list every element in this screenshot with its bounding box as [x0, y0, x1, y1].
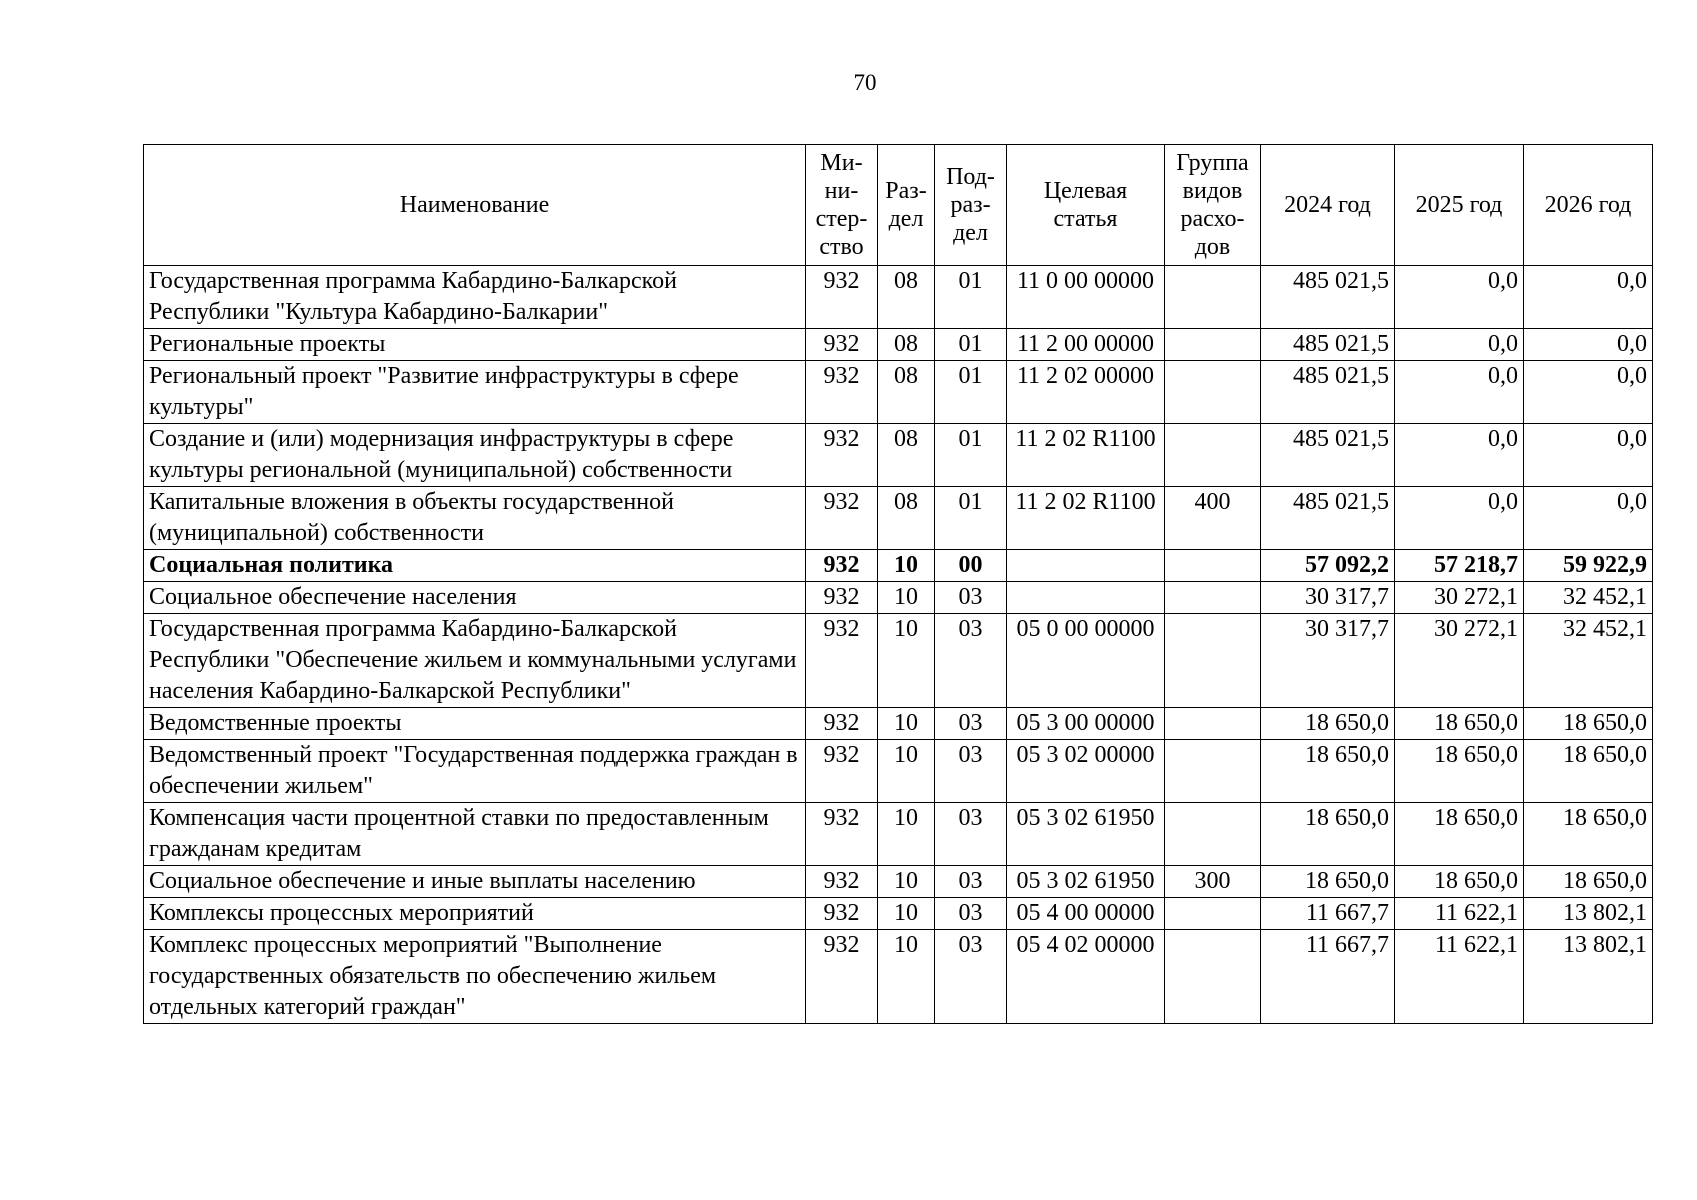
cell-name: Ведомственные проекты	[144, 708, 806, 740]
table-row	[144, 550, 1653, 582]
cell-ministry: 932	[806, 866, 878, 898]
cell-section: 10	[878, 930, 935, 1024]
table-row	[144, 329, 1653, 361]
table-row	[144, 266, 1653, 329]
cell-amount-2026: 0,0	[1524, 329, 1653, 361]
table-row	[144, 424, 1653, 487]
cell-amount-2026: 32 452,1	[1524, 582, 1653, 614]
cell-amount-2024: 11 667,7	[1261, 898, 1395, 930]
cell-target-article: 05 3 02 61950	[1007, 866, 1165, 898]
header-expense-group: Группа видов расхо- дов	[1165, 145, 1261, 266]
cell-amount-2024: 485 021,5	[1261, 329, 1395, 361]
cell-section: 08	[878, 266, 935, 329]
header-target-article: Целевая статья	[1007, 145, 1165, 266]
table-row	[144, 487, 1653, 550]
cell-amount-2026: 32 452,1	[1524, 614, 1653, 708]
cell-amount-2024: 30 317,7	[1261, 614, 1395, 708]
cell-expense-group	[1165, 329, 1261, 361]
cell-amount-2024: 18 650,0	[1261, 708, 1395, 740]
cell-name: Государственная программа Кабардино-Балкарской Республики "Культура Кабардино-Балкарии"	[144, 266, 806, 329]
cell-ministry: 932	[806, 930, 878, 1024]
cell-name: Региональные проекты	[144, 329, 806, 361]
cell-amount-2024: 57 092,2	[1261, 550, 1395, 582]
cell-section: 10	[878, 614, 935, 708]
cell-amount-2024: 485 021,5	[1261, 424, 1395, 487]
table-row	[144, 361, 1653, 424]
cell-amount-2025: 18 650,0	[1395, 866, 1524, 898]
cell-target-article: 05 3 02 61950	[1007, 803, 1165, 866]
cell-expense-group	[1165, 614, 1261, 708]
cell-subsection: 03	[935, 582, 1007, 614]
table-row	[144, 930, 1653, 1024]
cell-target-article: 11 2 00 00000	[1007, 329, 1165, 361]
cell-amount-2024: 18 650,0	[1261, 803, 1395, 866]
cell-amount-2025: 11 622,1	[1395, 930, 1524, 1024]
cell-amount-2024: 18 650,0	[1261, 740, 1395, 803]
cell-section: 10	[878, 708, 935, 740]
cell-subsection: 03	[935, 614, 1007, 708]
cell-subsection: 03	[935, 740, 1007, 803]
cell-amount-2026: 0,0	[1524, 424, 1653, 487]
table-row	[144, 708, 1653, 740]
cell-amount-2026: 18 650,0	[1524, 740, 1653, 803]
page-number: 70	[853, 70, 877, 95]
cell-expense-group: 300	[1165, 866, 1261, 898]
cell-target-article: 05 4 00 00000	[1007, 898, 1165, 930]
cell-subsection: 03	[935, 866, 1007, 898]
cell-amount-2025: 18 650,0	[1395, 708, 1524, 740]
cell-target-article: 11 2 02 00000	[1007, 361, 1165, 424]
cell-amount-2026: 18 650,0	[1524, 866, 1653, 898]
cell-amount-2024: 485 021,5	[1261, 266, 1395, 329]
cell-ministry: 932	[806, 361, 878, 424]
cell-name: Социальное обеспечение населения	[144, 582, 806, 614]
cell-expense-group	[1165, 708, 1261, 740]
table-row	[144, 803, 1653, 866]
cell-name: Государственная программа Кабардино-Балкарской Республики "Обеспечение жильем и коммунальными услугами населения Кабардино-Балкарской Республики"	[144, 614, 806, 708]
cell-subsection: 01	[935, 266, 1007, 329]
cell-amount-2024: 30 317,7	[1261, 582, 1395, 614]
cell-name: Социальная политика	[144, 550, 806, 582]
cell-section: 10	[878, 550, 935, 582]
cell-ministry: 932	[806, 614, 878, 708]
cell-amount-2025: 30 272,1	[1395, 582, 1524, 614]
cell-target-article: 11 2 02 R1100	[1007, 424, 1165, 487]
cell-name: Комплексы процессных мероприятий	[144, 898, 806, 930]
cell-subsection: 03	[935, 898, 1007, 930]
cell-expense-group	[1165, 424, 1261, 487]
cell-section: 10	[878, 803, 935, 866]
cell-subsection: 01	[935, 361, 1007, 424]
cell-target-article: 11 2 02 R1100	[1007, 487, 1165, 550]
cell-section: 10	[878, 582, 935, 614]
cell-subsection: 03	[935, 708, 1007, 740]
cell-section: 10	[878, 866, 935, 898]
cell-name: Капитальные вложения в объекты государственной (муниципальной) собственности	[144, 487, 806, 550]
cell-ministry: 932	[806, 582, 878, 614]
cell-section: 08	[878, 329, 935, 361]
cell-ministry: 932	[806, 266, 878, 329]
cell-target-article: 11 0 00 00000	[1007, 266, 1165, 329]
cell-amount-2025: 18 650,0	[1395, 740, 1524, 803]
cell-subsection: 03	[935, 930, 1007, 1024]
cell-amount-2025: 0,0	[1395, 487, 1524, 550]
cell-amount-2026: 0,0	[1524, 266, 1653, 329]
cell-amount-2026: 18 650,0	[1524, 708, 1653, 740]
cell-section: 10	[878, 898, 935, 930]
cell-amount-2025: 0,0	[1395, 329, 1524, 361]
table-row	[144, 898, 1653, 930]
cell-target-article	[1007, 550, 1165, 582]
cell-amount-2026: 13 802,1	[1524, 930, 1653, 1024]
cell-expense-group	[1165, 550, 1261, 582]
cell-name: Комплекс процессных мероприятий "Выполнение государственных обязательств по обеспечению жильем отдельных категорий граждан"	[144, 930, 806, 1024]
cell-ministry: 932	[806, 424, 878, 487]
cell-name: Компенсация части процентной ставки по предоставленным гражданам кредитам	[144, 803, 806, 866]
cell-ministry: 932	[806, 329, 878, 361]
cell-subsection: 01	[935, 487, 1007, 550]
cell-amount-2024: 485 021,5	[1261, 487, 1395, 550]
cell-amount-2025: 30 272,1	[1395, 614, 1524, 708]
cell-amount-2025: 0,0	[1395, 266, 1524, 329]
cell-section: 08	[878, 487, 935, 550]
table-row	[144, 866, 1653, 898]
cell-amount-2026: 13 802,1	[1524, 898, 1653, 930]
cell-amount-2024: 11 667,7	[1261, 930, 1395, 1024]
cell-amount-2025: 18 650,0	[1395, 803, 1524, 866]
cell-amount-2026: 0,0	[1524, 487, 1653, 550]
table-row	[144, 740, 1653, 803]
cell-amount-2026: 18 650,0	[1524, 803, 1653, 866]
cell-expense-group: 400	[1165, 487, 1261, 550]
cell-section: 08	[878, 361, 935, 424]
cell-name: Создание и (или) модернизация инфраструктуры в сфере культуры региональной (муниципальной) собственности	[144, 424, 806, 487]
budget-table	[143, 144, 1653, 1024]
cell-expense-group	[1165, 266, 1261, 329]
cell-ministry: 932	[806, 803, 878, 866]
table-row	[144, 582, 1653, 614]
cell-amount-2025: 57 218,7	[1395, 550, 1524, 582]
cell-expense-group	[1165, 740, 1261, 803]
cell-amount-2025: 0,0	[1395, 424, 1524, 487]
cell-expense-group	[1165, 803, 1261, 866]
cell-ministry: 932	[806, 740, 878, 803]
cell-expense-group	[1165, 930, 1261, 1024]
header-ministry: Ми- ни- стер- ство	[806, 145, 878, 266]
table-row	[144, 614, 1653, 708]
cell-target-article: 05 4 02 00000	[1007, 930, 1165, 1024]
cell-expense-group	[1165, 898, 1261, 930]
cell-target-article	[1007, 582, 1165, 614]
table-body	[144, 266, 1653, 1024]
cell-ministry: 932	[806, 550, 878, 582]
cell-amount-2025: 0,0	[1395, 361, 1524, 424]
cell-section: 08	[878, 424, 935, 487]
cell-amount-2026: 59 922,9	[1524, 550, 1653, 582]
cell-amount-2024: 18 650,0	[1261, 866, 1395, 898]
cell-target-article: 05 0 00 00000	[1007, 614, 1165, 708]
cell-amount-2024: 485 021,5	[1261, 361, 1395, 424]
cell-ministry: 932	[806, 487, 878, 550]
cell-expense-group	[1165, 361, 1261, 424]
cell-ministry: 932	[806, 708, 878, 740]
cell-subsection: 01	[935, 424, 1007, 487]
cell-subsection: 01	[935, 329, 1007, 361]
header-year-2026: 2026 год	[1524, 145, 1653, 266]
header-subsection: Под- раз- дел	[935, 145, 1007, 266]
cell-expense-group	[1165, 582, 1261, 614]
cell-subsection: 00	[935, 550, 1007, 582]
cell-target-article: 05 3 00 00000	[1007, 708, 1165, 740]
cell-name: Ведомственный проект "Государственная поддержка граждан в обеспечении жильем"	[144, 740, 806, 803]
header-section: Раз- дел	[878, 145, 935, 266]
cell-name: Социальное обеспечение и иные выплаты населению	[144, 866, 806, 898]
cell-target-article: 05 3 02 00000	[1007, 740, 1165, 803]
cell-amount-2026: 0,0	[1524, 361, 1653, 424]
cell-amount-2025: 11 622,1	[1395, 898, 1524, 930]
header-year-2025: 2025 год	[1395, 145, 1524, 266]
cell-name: Региональный проект "Развитие инфраструктуры в сфере культуры"	[144, 361, 806, 424]
header-name: Наименование	[144, 145, 806, 266]
table-header-row	[144, 145, 1653, 266]
cell-ministry: 932	[806, 898, 878, 930]
header-year-2024: 2024 год	[1261, 145, 1395, 266]
cell-subsection: 03	[935, 803, 1007, 866]
cell-section: 10	[878, 740, 935, 803]
